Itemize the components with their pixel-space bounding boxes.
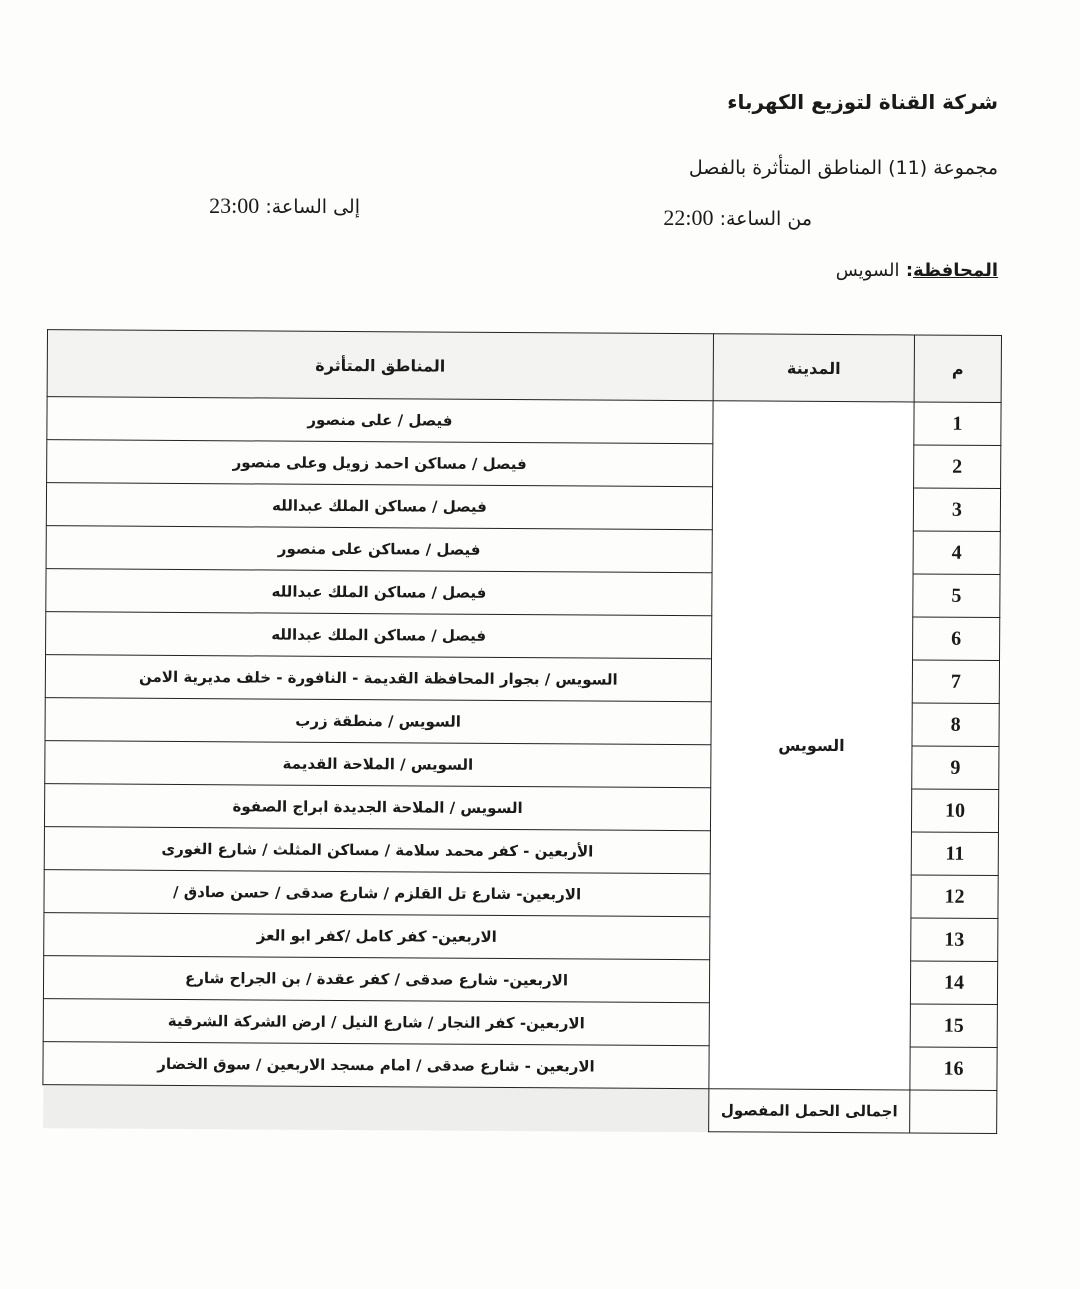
row-number: 7 [912, 660, 999, 704]
area-cell: السويس / بجوار المحافظة القديمة - النافورة - خلف مديرية الامن [45, 655, 711, 702]
area-cell: فيصل / على منصور [47, 397, 713, 444]
area-cell: السويس / الملاحة الجديدة ابراج الصفوة [44, 784, 710, 831]
to-time-label: إلى الساعة: [265, 196, 360, 218]
row-number: 5 [913, 574, 1000, 618]
row-number: 10 [911, 789, 998, 833]
area-cell: فيصل / مساكن الملك عبدالله [46, 612, 712, 659]
to-time-value: 23:00 [209, 193, 260, 218]
from-time-line [663, 205, 812, 231]
governorate-value: السويس [835, 260, 900, 281]
row-number: 16 [910, 1047, 997, 1091]
area-cell: الاربعين- شارع صدقى / كفر عقدة / بن الجراح شارع [43, 956, 709, 1003]
row-number: 8 [912, 703, 999, 747]
company-name: شركة القناة لتوزيع الكهرباء [727, 90, 998, 114]
area-cell: فيصل / مساكن الملك عبدالله [46, 483, 712, 530]
column-header-city: المدينة [713, 334, 914, 402]
area-cell: فيصل / مساكن على منصور [46, 526, 712, 573]
row-number: 9 [912, 746, 999, 790]
table-header-row [47, 330, 1001, 403]
table-row [47, 397, 1001, 446]
to-time-line [209, 193, 360, 219]
row-number: 13 [911, 918, 998, 962]
column-header-areas: المناطق المتأثرة [47, 330, 713, 401]
row-number: 6 [913, 617, 1000, 661]
total-row [43, 1085, 997, 1134]
row-number: 12 [911, 875, 998, 919]
row-number: 2 [914, 445, 1001, 489]
group-title: مجموعة (11) المناطق المتأثرة بالفصل [688, 157, 998, 179]
from-time-label: من الساعة: [719, 208, 812, 230]
from-time-value: 22:00 [663, 205, 714, 230]
area-cell: الأربعين - كفر محمد سلامة / مساكن المثلث / شارع الغورى [44, 827, 710, 874]
total-number-cell [910, 1090, 997, 1134]
row-number: 4 [913, 531, 1000, 575]
affected-areas-table [42, 329, 1002, 1134]
row-number: 11 [911, 832, 998, 876]
row-number: 15 [910, 1004, 997, 1048]
total-value-cell [43, 1085, 709, 1132]
total-load-label: اجمالى الحمل المفصول [709, 1089, 910, 1133]
area-cell: السويس / الملاحة القديمة [45, 741, 711, 788]
area-cell: الاربعين- كفر النجار / شارع النيل / ارض الشركة الشرقية [43, 999, 709, 1046]
area-cell: الاربعين- شارع تل القلزم / شارع صدقى / حسن صادق / [44, 870, 710, 917]
row-number: 3 [913, 488, 1000, 532]
row-number: 1 [914, 402, 1001, 446]
area-cell: فيصل / مساكن الملك عبدالله [46, 569, 712, 616]
area-cell: السويس / منطقة زرب [45, 698, 711, 745]
area-cell: الاربعين - شارع صدقى / امام مسجد الاربعين / سوق الخضار [43, 1042, 709, 1089]
area-cell: فيصل / مساكن احمد زويل وعلى منصور [47, 440, 713, 487]
affected-areas-table-wrapper [42, 329, 1002, 1134]
column-header-number: م [914, 335, 1001, 403]
governorate-label: المحافظة [913, 260, 998, 281]
governorate-separator: : [905, 260, 914, 281]
row-number: 14 [910, 961, 997, 1005]
city-cell: السويس [709, 401, 914, 1090]
governorate-line [836, 260, 998, 281]
area-cell: الاربعين- كفر كامل /كفر ابو العز [44, 913, 710, 960]
